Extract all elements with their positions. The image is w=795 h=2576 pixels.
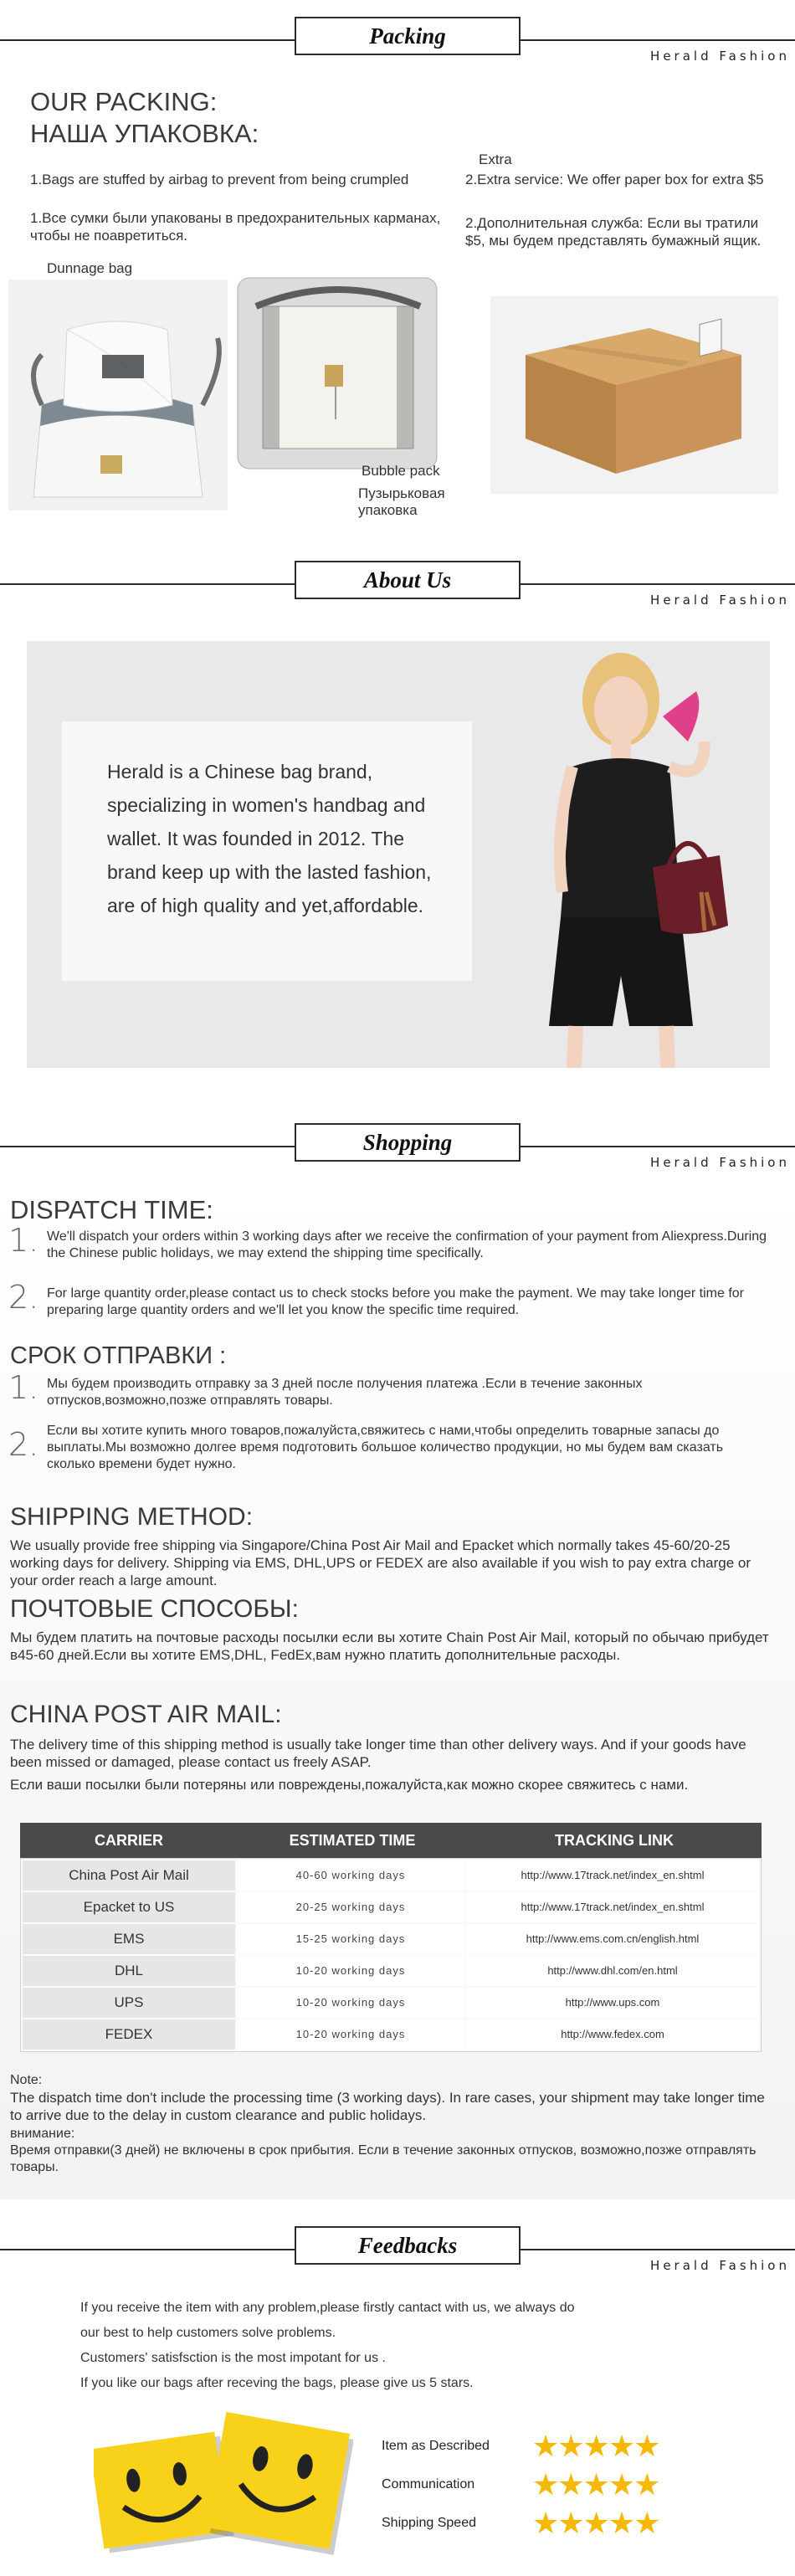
- cell-time: 10-20 working days: [237, 1956, 464, 1986]
- table-body: [20, 1858, 762, 2052]
- brand-label: Herald Fashion: [650, 1155, 790, 1170]
- rating-row: [382, 2504, 683, 2543]
- cell-link[interactable]: http://www.17track.net/index_en.shtml: [466, 1892, 759, 1922]
- cell-time: 15-25 working days: [237, 1924, 464, 1954]
- bag-with-bubble-pack-image: [231, 273, 444, 474]
- rating-label: Item as Described: [382, 2439, 490, 2453]
- packing-title: Packing: [295, 17, 521, 55]
- packing-item2-en: 2.Extra service: We offer paper box for extra $5: [465, 172, 764, 187]
- shipping-table: [20, 1823, 762, 2052]
- cell-link[interactable]: http://www.ems.com.cn/english.html: [466, 1924, 759, 1954]
- srok-num-1: 1.: [8, 1369, 39, 1406]
- feedback-line-4: If you like our bags after receving the bags, please give us 5 stars.: [80, 2376, 474, 2390]
- cell-link[interactable]: http://www.17track.net/index_en.shtml: [466, 1860, 759, 1891]
- table-row: [23, 1892, 759, 1922]
- table-row: [23, 1956, 759, 1986]
- header-carrier: CARRIER: [94, 1831, 163, 1849]
- dispatch-num-2: 2.: [8, 1279, 39, 1316]
- cell-time: 20-25 working days: [237, 1892, 464, 1922]
- section-header-feedbacks: [0, 2219, 795, 2278]
- cell-link[interactable]: http://www.fedex.com: [466, 2019, 759, 2050]
- note-ru-text: Время отправки(3 дней) не включены в срок прибытия. Если в течение законных отпусков, возможно,позже отправлять товары.: [10, 2143, 757, 2174]
- dunnage-label-en: Dunnage bag: [47, 260, 133, 276]
- srok-num-2: 2.: [8, 1426, 39, 1463]
- cell-carrier: China Post Air Mail: [23, 1860, 235, 1891]
- srok-title: СРОК ОТПРАВКИ :: [10, 1342, 227, 1369]
- dispatch-item-1: We'll dispatch your orders within 3 working days after we receive the confirmation of your payment from Aliexpress.During the Chinese public holidays, we may extend the shipping time specifically.: [47, 1229, 767, 1260]
- china-post-text-ru: Если ваши посылки были потеряны или повреждены,пожалуйста,как можно скорее свяжитесь с нами.: [10, 1777, 689, 1793]
- about-title: About Us: [295, 561, 521, 599]
- extra-label: Extra: [479, 151, 512, 167]
- table-header-row: [20, 1823, 762, 1858]
- star-icon: ★★★★★: [532, 2467, 659, 2502]
- postal-ways-text: Мы будем платить на почтовые расходы посылки если вы хотите Chain Post Air Mail, который по обычаю прибудет в45-60 дней.Если вы хотите EMS,DHL, FedEx,вам нужно платить дополнительные расходы.: [10, 1629, 769, 1663]
- packing-item2-ru: 2.Дополнительная служба: Если вы тратили $5, мы будем представлять бумажный ящик.: [465, 215, 762, 249]
- star-rating[interactable]: [532, 2506, 659, 2541]
- cell-link[interactable]: http://www.dhl.com/en.html: [466, 1956, 759, 1986]
- rating-label: Communication: [382, 2477, 475, 2491]
- dispatch-num-1: 1.: [8, 1222, 39, 1259]
- paper-box-image: [490, 296, 778, 494]
- table-row: [23, 1988, 759, 2018]
- postal-ways-title: ПОЧТОВЫЕ СПОСОБЫ:: [10, 1595, 299, 1623]
- star-icon: ★★★★★: [532, 2429, 659, 2463]
- feedback-line-3: Customers' satisfsction is the most impotant for us .: [80, 2351, 386, 2365]
- table-row: [23, 1924, 759, 1954]
- section-header-shopping: [0, 1116, 795, 1175]
- ratings-panel: [382, 2427, 683, 2543]
- model-with-bag-image: [495, 641, 746, 1068]
- star-rating[interactable]: [532, 2429, 659, 2464]
- rating-label: Shipping Speed: [382, 2516, 476, 2530]
- header-link: TRACKING LINK: [555, 1831, 674, 1849]
- dispatch-item-2: For large quantity order,please contact us to check stocks before you make the payment. We may take longer time for preparing large quantity orders and we'll let you know the specific time required.: [47, 1286, 745, 1317]
- cell-carrier: UPS: [23, 1988, 235, 2018]
- about-text: Herald is a Chinese bag brand, specializing in women's handbag and wallet. It was founded in 2012. The brand keep up with the lasted fashion, are of high quality and yet,affordable.: [62, 721, 472, 981]
- table-row: [23, 1860, 759, 1891]
- cell-time: 40-60 working days: [237, 1860, 464, 1891]
- bag-with-airbag-image: [8, 280, 228, 511]
- brand-label: Herald Fashion: [650, 2258, 790, 2273]
- header-time: ESTIMATED TIME: [289, 1831, 416, 1849]
- note-title: Note:: [10, 2073, 43, 2087]
- feedbacks-title: Feedbacks: [295, 2226, 521, 2265]
- section-header-packing: [0, 10, 795, 69]
- cell-carrier: DHL: [23, 1956, 235, 1986]
- feedback-line-1: If you receive the item with any problem,please firstly cantact with us, we always do: [80, 2301, 575, 2315]
- dispatch-title: DISPATCH TIME:: [10, 1195, 213, 1224]
- smiley-faces-image: [94, 2410, 353, 2561]
- srok-item-2: Если вы хотите купить много товаров,пожалуйста,свяжитесь с нами,чтобы определить товарные запасы до выплаты.Мы возможно долгее время подготовить большое количество продукции, но мы будем вам сказать сколько времени будет нужно.: [47, 1424, 724, 1471]
- rating-row: [382, 2427, 683, 2466]
- cell-time: 10-20 working days: [237, 2019, 464, 2050]
- cell-carrier: EMS: [23, 1924, 235, 1954]
- bubble-label-en: Bubble pack: [362, 463, 440, 479]
- about-banner: [27, 641, 770, 1068]
- packing-title-ru: НАША УПАКОВКА:: [30, 119, 259, 148]
- feedback-line-2: our best to help customers solve problems.: [80, 2326, 336, 2340]
- packing-item1-ru: 1.Все сумки были упакованы в предохранительных карманах, чтобы не поавретиться.: [30, 210, 441, 244]
- packing-title-en: OUR PACKING:: [30, 87, 218, 116]
- brand-label: Herald Fashion: [650, 593, 790, 608]
- cell-link[interactable]: http://www.ups.com: [466, 1988, 759, 2018]
- rating-row: [382, 2466, 683, 2504]
- cell-time: 10-20 working days: [237, 1988, 464, 2018]
- shipping-method-text: We usually provide free shipping via Singapore/China Post Air Mail and Epacket which normally takes 45-60/20-25 working days for delivery. Shipping via EMS, DHL,UPS or FEDEX are also available if you wish to pay extra charge or your order reach a large amount.: [10, 1537, 751, 1588]
- packing-item1-en: 1.Bags are stuffed by airbag to prevent from being crumpled: [30, 172, 409, 187]
- china-post-text: The delivery time of this shipping method is usually take longer time than other delivery ways. And if your goods have been missed or damaged, please contact us freely ASAP.: [10, 1737, 746, 1770]
- shipping-method-title: SHIPPING METHOD:: [10, 1503, 254, 1531]
- cell-carrier: Epacket to US: [23, 1892, 235, 1922]
- star-icon: ★★★★★: [532, 2506, 659, 2540]
- china-post-title: CHINA POST AIR MAIL:: [10, 1701, 282, 1728]
- bubble-label-ru: Пузырьковая упаковка: [358, 485, 445, 518]
- table-row: [23, 2019, 759, 2050]
- star-rating[interactable]: [532, 2467, 659, 2502]
- brand-label: Herald Fashion: [650, 49, 790, 64]
- note-text: The dispatch time don't include the processing time (3 working days). In rare cases, your shipment may take longer time to arrive due to the delay in custom clearance and public holidays.: [10, 2090, 765, 2123]
- note-ru-title: внимание:: [10, 2127, 75, 2141]
- srok-item-1: Мы будем производить отправку за 3 дней после получения платежа .Если в течение законных отпусков,возможно,позже отправлять товары.: [47, 1377, 643, 1408]
- cell-carrier: FEDEX: [23, 2019, 235, 2050]
- shopping-title: Shopping: [295, 1123, 521, 1162]
- section-header-about: [0, 554, 795, 613]
